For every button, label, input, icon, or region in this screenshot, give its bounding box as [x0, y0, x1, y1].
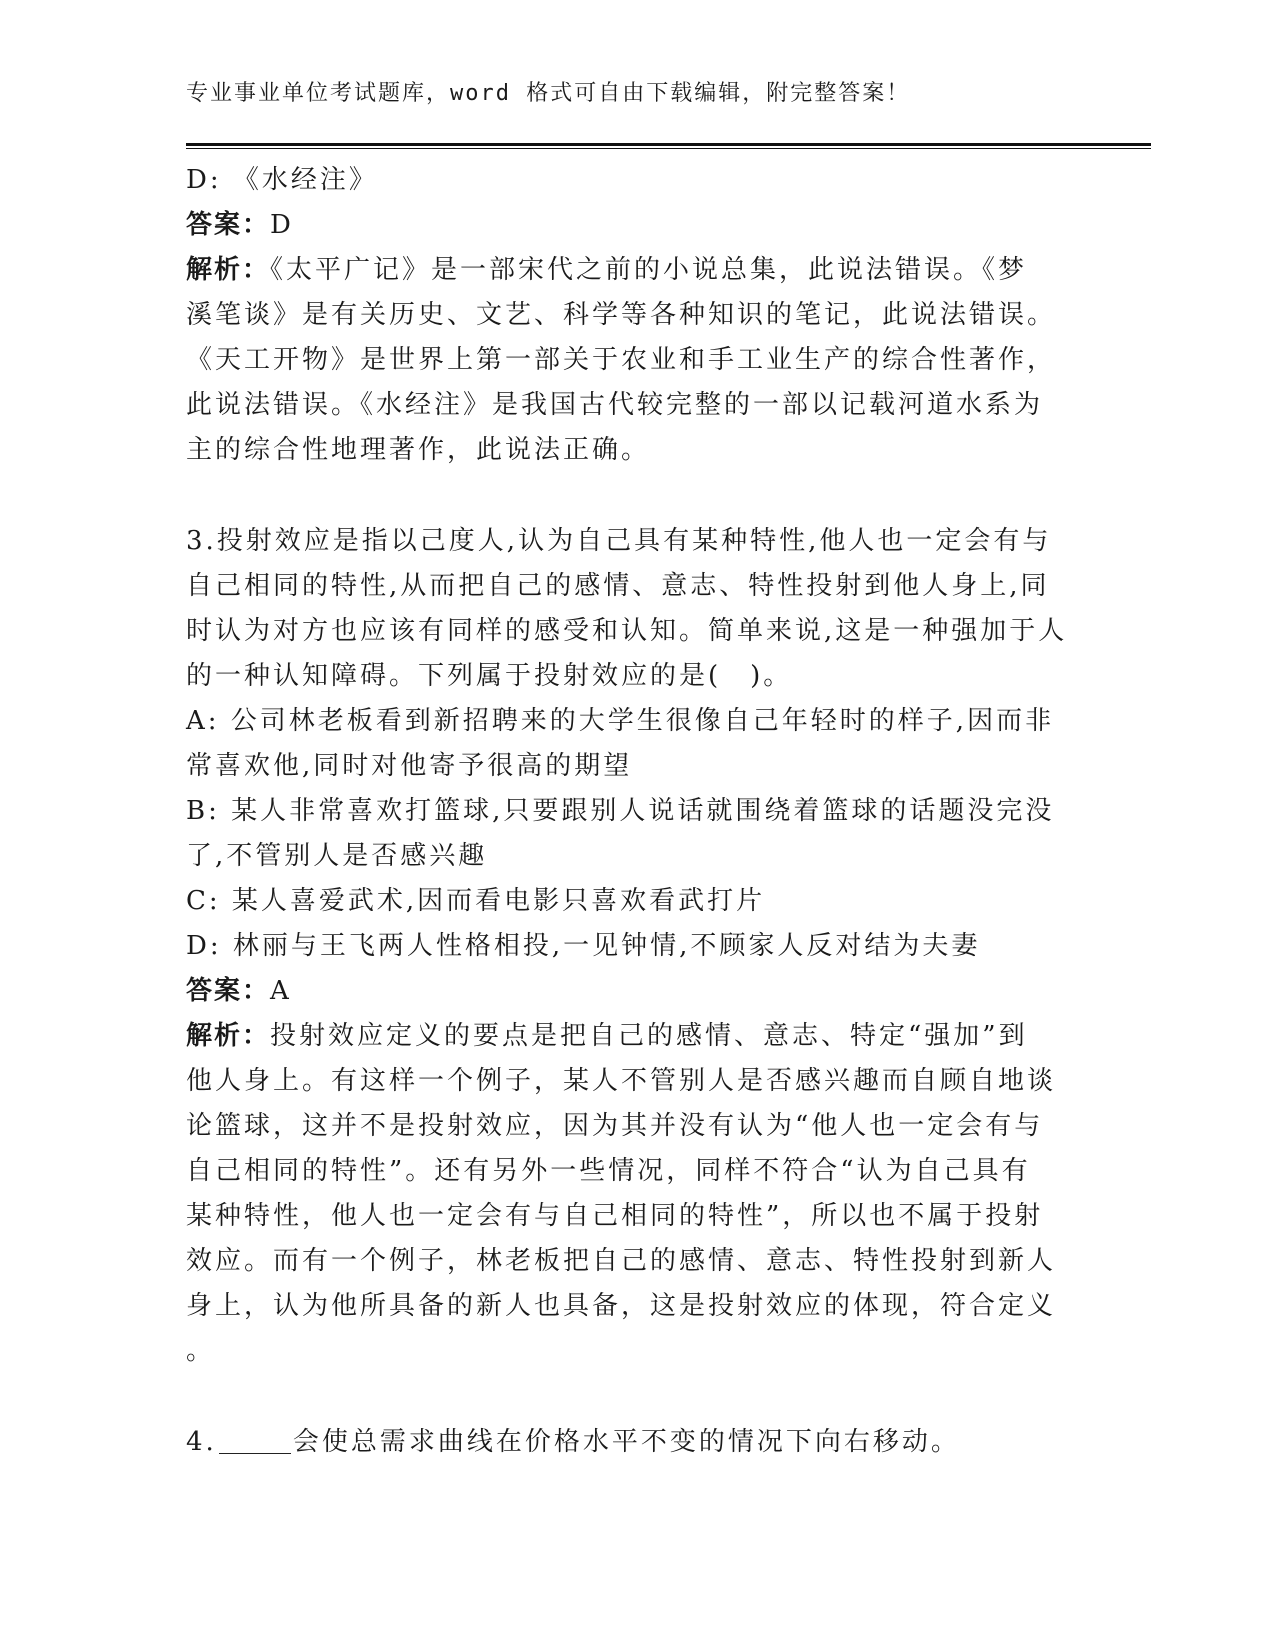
q3-analysis-line: 他人身上。有这样一个例子，某人不管别人是否感兴趣而自顾自地谈: [186, 1066, 1057, 1096]
q3-analysis-line: 自己相同的特性”。还有另外一些情况，同样不符合“认为自己具有: [186, 1156, 1031, 1186]
q3-option-c: C: 某人喜爱武术,因而看电影只喜欢看武打片: [186, 886, 766, 916]
q3-option-b-line: 了,不管别人是否感兴趣: [186, 841, 488, 871]
spacer: [186, 473, 1066, 519]
q3-stem-line: 3.投射效应是指以己度人,认为自己具有某种特性,他人也一定会有与: [186, 526, 1052, 556]
q2-analysis-label: 解析：: [186, 255, 271, 285]
document-body: [186, 158, 1066, 1465]
q3-stem-line: 自己相同的特性,从而把自己的感情、意志、特性投射到他人身上,同: [186, 571, 1050, 601]
q2-analysis-text: 《太平广记》是一部宋代之前的小说总集，此说法错误。《梦: [270, 255, 1028, 285]
q2-analysis-line: 此说法错误。《水经注》是我国古代较完整的一部以记载河道水系为: [186, 390, 1044, 420]
header-rule: [186, 143, 1151, 149]
q4-stem-text: 会使总需求曲线在价格水平不变的情况下向右移动。: [292, 1427, 960, 1457]
q3-option-a-line: 常喜欢他,同时对他寄予很高的期望: [186, 751, 633, 781]
q3-answer-label: 答案：: [186, 976, 271, 1006]
q2-analysis-line: 《天工开物》是世界上第一部关于农业和手工业生产的综合性著作，: [186, 345, 1057, 375]
q3-stem-line: 的一种认知障碍。下列属于投射效应的是( )。: [186, 661, 793, 691]
q2-analysis: [186, 248, 1066, 473]
q3-analysis-text: 投射效应定义的要点是把自己的感情、意志、特定“强加”到: [270, 1021, 1028, 1051]
q3-analysis-line: 某种特性，他人也一定会有与自己相同的特性”，所以也不属于投射: [186, 1201, 1044, 1231]
q2-analysis-line: 主的综合性地理著作，此说法正确。: [186, 435, 651, 465]
page-header: 专业事业单位考试题库，word 格式可自由下载编辑，附完整答案！: [186, 81, 911, 106]
q3-analysis-line: 身上，认为他所具备的新人也具备，这是投射效应的体现，符合定义: [186, 1291, 1057, 1321]
q3-option-a: [186, 699, 1066, 789]
q4-number: 4.: [186, 1427, 217, 1457]
q3-stem: [186, 519, 1066, 699]
q2-option-d: D: 《水经注》: [186, 165, 378, 195]
q2-analysis-line: 溪笔谈》是有关历史、文艺、科学等各种知识的笔记，此说法错误。: [186, 300, 1057, 330]
q2-answer-label: 答案：: [186, 210, 271, 240]
q3-analysis-label: 解析：: [186, 1021, 271, 1051]
q3-answer: [186, 969, 1066, 1014]
q3-option-b: [186, 789, 1066, 879]
q2-answer-value: D: [270, 210, 294, 240]
q3-option-b-line: B: 某人非常喜欢打篮球,只要跟别人说话就围绕着篮球的话题没完没: [186, 796, 1055, 826]
q3-analysis-line: 论篮球，这并不是投射效应，因为其并没有认为“他人也一定会有与: [186, 1111, 1044, 1141]
q2-analysis-line: [186, 248, 1066, 293]
q3-analysis: [186, 1014, 1066, 1374]
q3-analysis-line: [186, 1014, 1066, 1059]
q3-option-d: D: 林丽与王飞两人性格相投,一见钟情,不顾家人反对结为夫妻: [186, 931, 981, 961]
q3-analysis-line: 效应。而有一个例子，林老板把自己的感情、意志、特性投射到新人: [186, 1246, 1057, 1276]
q3-stem-line: 时认为对方也应该有同样的感受和认知。简单来说,这是一种强加于人: [186, 616, 1068, 646]
q4-blank: [219, 1425, 291, 1454]
spacer: [186, 1374, 1066, 1420]
q3-analysis-line: 。: [186, 1336, 216, 1366]
q3-answer-value: A: [270, 976, 292, 1006]
q3-option-a-line: A: 公司林老板看到新招聘来的大学生很像自己年轻时的样子,因而非: [186, 706, 1055, 736]
q4-stem: [186, 1420, 1066, 1465]
q2-answer: [186, 203, 1066, 248]
